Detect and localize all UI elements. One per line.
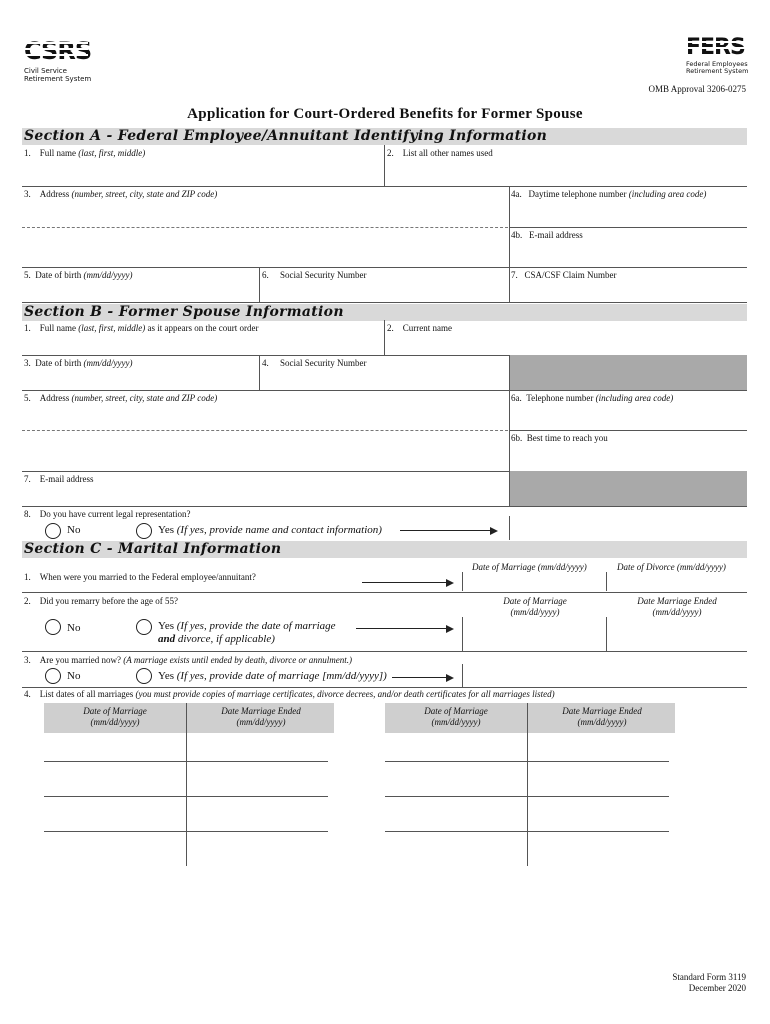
- b-best-time-label: 6b. Best time to reach you: [511, 433, 608, 443]
- a-email-field[interactable]: [511, 241, 745, 266]
- table-header-1: Date of Marriage (mm/dd/yyyy): [83, 706, 147, 727]
- csrs-logo: [24, 38, 94, 86]
- b-full-name-field[interactable]: [22, 334, 384, 354]
- c-q2-no-radio[interactable]: [45, 619, 61, 635]
- b-full-name-label: 1. Full name (last, first, middle) as it appears on the court order: [24, 323, 259, 333]
- b-phone-label: 6a. Telephone number (including area code): [511, 393, 674, 403]
- c-q2-label: 2. Did you remarry before the age of 55?: [24, 596, 178, 606]
- a-phone-field[interactable]: [511, 200, 745, 226]
- b-dob-label: 3. Date of birth (mm/dd/yyyy): [24, 358, 133, 368]
- c-q3-yes-radio[interactable]: [136, 668, 152, 684]
- c-q2-no-label: No: [67, 622, 81, 634]
- c-q3-yes-label: Yes (If yes, provide date of marriage [mm/dd/yyyy]): [158, 670, 387, 682]
- arrow-icon: [392, 677, 452, 678]
- arrow-icon: [362, 582, 452, 583]
- b-legal-rep-yes-radio[interactable]: [136, 523, 152, 539]
- c-q1-label: 1. When were you married to the Federal employee/annuitant?: [24, 572, 256, 582]
- csrs-logo-mark: CSRS: [24, 37, 92, 65]
- section-b-title: Section B - Former Spouse Information: [24, 304, 344, 320]
- section-a-header: [22, 128, 747, 145]
- b-ssn-field[interactable]: [262, 369, 507, 389]
- a-ssn-label: 6. Social Security Number: [262, 270, 367, 280]
- b-current-name-label: 2. Current name: [387, 323, 452, 333]
- marriage-row-1-left[interactable]: [44, 735, 328, 761]
- c-q1-divorce-field[interactable]: [608, 572, 746, 591]
- b-shaded-block: [509, 355, 747, 390]
- fers-logo-line1: Federal Employees: [686, 60, 748, 68]
- form-number: Standard Form 3119: [672, 972, 746, 982]
- a-full-name-label: 1. Full name (last, first, middle): [24, 148, 146, 158]
- a-address-label: 3. Address (number, street, city, state and ZIP code): [24, 189, 218, 199]
- b-phone-field[interactable]: [511, 404, 745, 429]
- table-header-3: Date of Marriage (mm/dd/yyyy): [424, 706, 488, 727]
- c-q2-ended-field[interactable]: [608, 617, 746, 651]
- c-q3-no-radio[interactable]: [45, 668, 61, 684]
- b-address-label: 5. Address (number, street, city, state and ZIP code): [24, 393, 218, 403]
- b-legal-rep-yes-label: Yes (If yes, provide name and contact information): [158, 524, 382, 536]
- b-legal-rep-field[interactable]: [511, 516, 745, 540]
- fers-logo: [684, 36, 754, 82]
- marriage-row-1-right[interactable]: [385, 735, 669, 761]
- c-q4-label: 4. List dates of all marriages (you must provide copies of marriage certificates, divorce decrees, and/or death certificates for all marriages listed): [24, 689, 555, 699]
- a-full-name-field[interactable]: [22, 159, 384, 185]
- csrs-logo-line2: Retirement System: [24, 75, 92, 83]
- c-q1-marriage-field[interactable]: [464, 572, 604, 591]
- c-q3-label: 3. Are you married now? (A marriage exists until ended by death, divorce or annulment.): [24, 655, 352, 665]
- c-col-marriage: Date of Marriage (mm/dd/yyyy): [472, 562, 587, 572]
- b-address-field[interactable]: [22, 404, 508, 470]
- a-dob-field[interactable]: [22, 281, 258, 301]
- table-header-2: Date Marriage Ended (mm/dd/yyyy): [221, 706, 301, 727]
- arrow-icon: [400, 530, 496, 531]
- c-q2-marriage-field[interactable]: [464, 617, 604, 651]
- table-header-4: Date Marriage Ended (mm/dd/yyyy): [562, 706, 642, 727]
- c-q2-col2: Date Marriage Ended (mm/dd/yyyy): [637, 596, 717, 617]
- b-email-field[interactable]: [22, 485, 508, 505]
- arrow-icon: [356, 628, 452, 629]
- fers-logo-line2: Retirement System: [686, 67, 749, 75]
- page-title: Application for Court-Ordered Benefits for Former Spouse: [187, 106, 583, 122]
- section-c-header: [22, 541, 747, 558]
- a-other-names-label: 2. List all other names used: [387, 148, 493, 158]
- c-q2-yes-label: Yes (If yes, provide the date of marriage and divorce, if applicable): [158, 620, 336, 645]
- a-claim-field[interactable]: [511, 281, 745, 301]
- b-shaded-block-2: [509, 471, 747, 506]
- b-legal-rep-no-label: No: [67, 524, 81, 536]
- section-c-title: Section C - Marital Information: [24, 541, 282, 557]
- b-current-name-field[interactable]: [387, 334, 745, 354]
- a-phone-label: 4a. Daytime telephone number (including area code): [511, 189, 707, 199]
- form-date: December 2020: [688, 983, 746, 993]
- marriage-row-3-right[interactable]: [385, 798, 669, 831]
- csrs-logo-line1: Civil Service: [24, 67, 67, 75]
- a-dob-label: 5. Date of birth (mm/dd/yyyy): [24, 270, 133, 280]
- c-q3-marriage-field[interactable]: [464, 664, 746, 687]
- a-claim-label: 7. CSA/CSF Claim Number: [511, 270, 617, 280]
- marriage-row-2-right[interactable]: [385, 763, 669, 796]
- marriage-row-2-left[interactable]: [44, 763, 328, 796]
- a-ssn-field[interactable]: [262, 281, 507, 301]
- marriage-row-3-left[interactable]: [44, 798, 328, 831]
- c-col-divorce: Date of Divorce (mm/dd/yyyy): [617, 562, 726, 572]
- b-legal-rep-no-radio[interactable]: [45, 523, 61, 539]
- b-email-label: 7. E-mail address: [24, 474, 94, 484]
- b-dob-field[interactable]: [22, 369, 258, 389]
- c-q2-col1: Date of Marriage (mm/dd/yyyy): [503, 596, 567, 617]
- b-ssn-label: 4. Social Security Number: [262, 358, 367, 368]
- b-legal-rep-label: 8. Do you have current legal representation?: [24, 509, 191, 519]
- section-a-title: Section A - Federal Employee/Annuitant Identifying Information: [24, 128, 548, 144]
- a-other-names-field[interactable]: [387, 159, 745, 185]
- omb-approval: OMB Approval 3206-0275: [648, 84, 746, 94]
- a-email-label: 4b. E-mail address: [511, 230, 583, 240]
- c-q3-no-label: No: [67, 670, 81, 682]
- a-address-field[interactable]: [22, 200, 508, 266]
- c-q2-yes-radio[interactable]: [136, 619, 152, 635]
- section-b-header: [22, 304, 747, 321]
- fers-logo-mark: FERS: [686, 35, 745, 60]
- b-best-time-field[interactable]: [511, 444, 745, 469]
